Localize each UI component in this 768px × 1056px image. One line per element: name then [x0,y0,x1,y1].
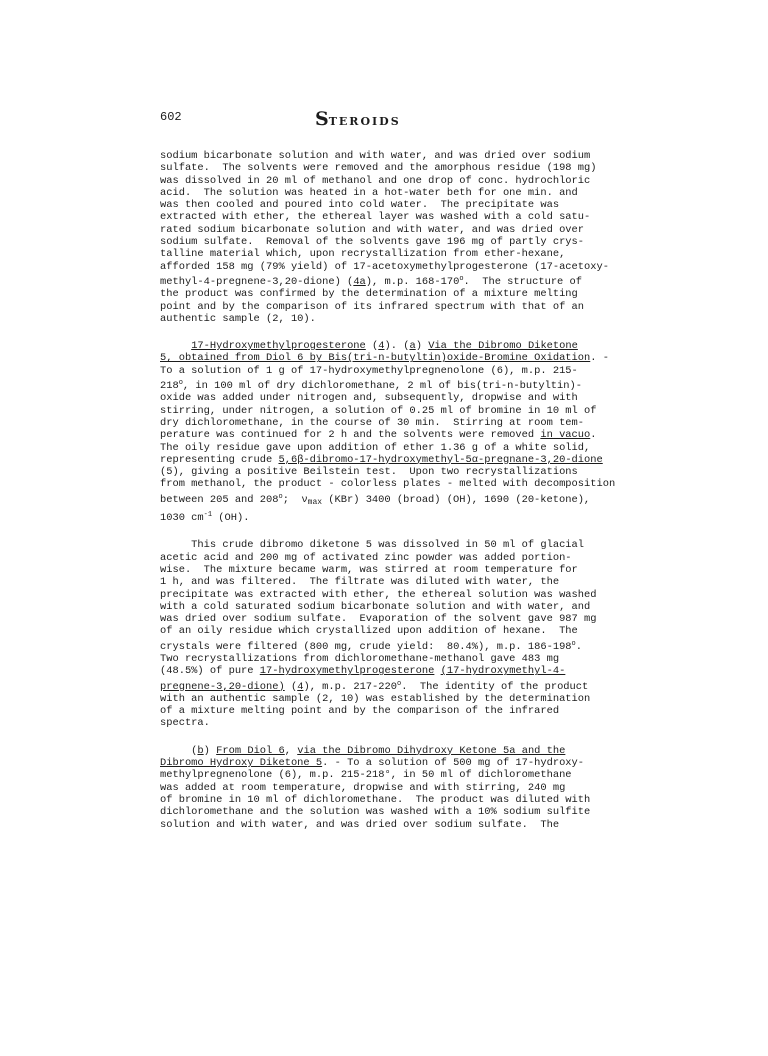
paragraph-2 [160,340,616,525]
text-segment: ) [415,340,429,353]
text-line: point and by the comparison of its infrared spectrum with that of an [160,300,585,313]
text-segment: . - [590,352,609,365]
text-segment: (OH). [212,512,250,525]
text-segment: between 205 and 208 [160,493,279,506]
text-line: sodium sulfate. Removal of the solvents gave 196 mg of partly crys- [160,236,585,249]
text-line: sodium bicarbonate solution and with water, and was dried over sodium [160,150,591,162]
article-body [160,150,616,831]
text-segment: methyl-4-pregnene-3,20-dione) ( [160,275,354,288]
superscript: -1 [203,511,213,520]
text-line: methylpregnenolone (6), m.p. 215-218°, in 50 ml of dichloromethane [160,769,572,782]
text-line: stirring, under nitrogen, a solution of 0.25 ml of bromine in 10 ml of [160,404,597,417]
text-line: was then cooled and poured into cold water. The precipitate was [160,199,560,212]
method-label: b [197,744,204,757]
paragraph-3 [160,539,600,729]
text-line: oxide was added under nitrogen and, subsequently, dropwise and with [160,392,578,405]
text-line: afforded 158 mg (79% yield) of 17-acetoxymethylprogesterone (17-acetoxy- [160,260,609,273]
text-segment: ( [284,680,298,693]
method-title: via the Dibromo Dihydroxy Ketone 5a and the [297,744,566,757]
paragraph-1 [160,150,609,325]
method-title: Dibromo Hydroxy Diketone 5 [160,757,323,770]
compound-ref: 4 [378,340,385,353]
text-segment: . - To a solution of 500 mg of 17-hydroxy- [322,757,585,770]
compound-ref: 4 [297,680,304,693]
method-title: From Diol 6 [216,744,285,757]
text-segment: (48.5%) of pure [160,665,260,678]
degree-mark: o [396,679,402,688]
text-line: of a mixture melting point and by the comparison of the infrared [160,705,560,718]
text-segment: ), m.p. 217-220 [303,680,397,693]
text-line: was added at room temperature, dropwise and with stirring, 240 mg [160,781,566,794]
text-line: 1 h, and was filtered. The filtrate was diluted with water, the [160,576,560,589]
text-segment: 218 [160,380,179,393]
page-number: 602 [160,110,182,124]
compound-name: pregnene-3,20-dione) [160,680,285,693]
text-line: This crude dibromo diketone 5 was dissolved in 50 ml of glacial [160,539,585,552]
compound-name: 17-hydroxymethylprogesterone [259,665,435,678]
text-line: the product was confirmed by the determination of a mixture melting [160,288,578,301]
text-line: dichloromethane and the solution was washed with a 10% sodium sulfite [160,806,591,819]
text-line: solution and with water, and was dried over sodium sulfate. The [160,818,560,831]
journal-title-initial: S [315,108,329,130]
text-line: acetic acid and 200 mg of activated zinc powder was added portion- [160,551,572,564]
paragraph-gap [160,524,600,539]
text-line: wise. The mixture became warm, was stirred at room temperature for [160,563,578,576]
text-segment: . [590,429,597,442]
text-line: rated sodium bicarbonate solution and with water, and was dried over [160,223,585,236]
text-segment: ), m.p. 168-170 [365,275,460,288]
method-title: Via the Dibromo Diketone [428,340,578,353]
text-line: extracted with ether, the ethereal layer was washed with a cold satu- [160,211,591,224]
text-segment: 1030 cm [160,512,204,525]
text-segment: crystals were filtered (800 mg, crude yield: 80.4%), m.p. 186-198 [160,640,572,653]
text-line: acid. The solution was heated in a hot-water beth for one min. and [160,186,578,199]
text-segment: ( [365,340,379,353]
method-title: 5, obtained from Diol 6 by Bis(tri-n-butyltin)oxide-Bromine Oxidation [160,352,591,365]
text-segment: (KBr) 3400 (broad) (OH), 1690 (20-ketone), [322,493,591,506]
text-line: authentic sample (2, 10). [160,312,316,325]
method-label: a [409,340,416,353]
text-line: was dissolved in 20 ml of methanol and one drop of conc. hydrochloric [160,174,591,187]
text-line: The oily residue gave upon addition of ether 1.36 g of a white solid, [160,441,591,454]
compound-ref: 4a [353,275,366,288]
text-line: was dried over sodium sulfate. Evaporation of the solvent gave 987 mg [160,613,597,626]
subscript: max [307,497,323,507]
degree-mark: o [459,274,464,283]
text-segment: perature was continued for 2 h and the solvents were removed [160,429,541,442]
text-segment: . The identity of the product [401,680,589,693]
paragraph-4 [160,745,600,831]
text-line: with a cold saturated sodium bicarbonate solution and with water, and [160,600,591,613]
compound-name: 5,6β-dibromo-17-hydroxymethyl-5α-pregnane-3,20-dione [278,453,603,466]
section-heading: 17-Hydroxymethylprogesterone [191,340,366,353]
compound-name: (17-hydroxymethyl-4- [440,665,566,678]
journal-title [315,108,401,130]
page-header [160,108,600,134]
paragraph-gap [160,730,600,745]
italic-term: in vacuo [540,429,591,442]
text-segment: , [284,744,298,757]
text-segment: representing crude [160,453,279,466]
text-line: (5), giving a positive Beilstein test. Upon two recrystallizations [160,466,578,479]
text-segment: . [575,640,582,653]
degree-mark: o [571,639,576,648]
text-line: sulfate. The solvents were removed and the amorphous residue (198 mg) [160,162,597,175]
text-segment: ). ( [384,340,410,353]
text-line: spectra. [160,717,210,730]
paragraph-gap [160,325,600,340]
text-segment: , in 100 ml of dry dichloromethane, 2 ml of bis(tri-n-butyltin)- [182,380,582,393]
text-line: of bromine in 10 ml of dichloromethane. The product was diluted with [160,793,591,806]
text-segment: ) [203,744,217,757]
text-line: dry dichloromethane, in the course of 30 min. Stirring at room tem- [160,416,585,429]
text-line: talline material which, upon recrystallization from ether-hexane, [160,248,566,261]
text-line: from methanol, the product - colorless plates - melted with decomposition [160,478,616,491]
text-segment: ( [160,744,198,757]
text-line: of an oily residue which crystallized upon addition of hexane. The [160,625,578,638]
degree-mark: o [278,492,283,501]
text-segment [160,340,191,352]
text-segment: ; ν [282,493,308,506]
degree-mark: o [178,379,183,388]
text-line: precipitate was extracted with ether, the ethereal solution was washed [160,588,597,601]
text-segment: . The structure of [463,275,583,288]
text-line: with an authentic sample (2, 10) was established by the determination [160,692,591,705]
journal-title-rest: TEROIDS [328,115,401,128]
text-line: To a solution of 1 g of 17-hydroxymethylpregnenolone (6), m.p. 215- [160,364,578,377]
text-line: Two recrystallizations from dichloromethane-methanol gave 483 mg [160,652,560,665]
